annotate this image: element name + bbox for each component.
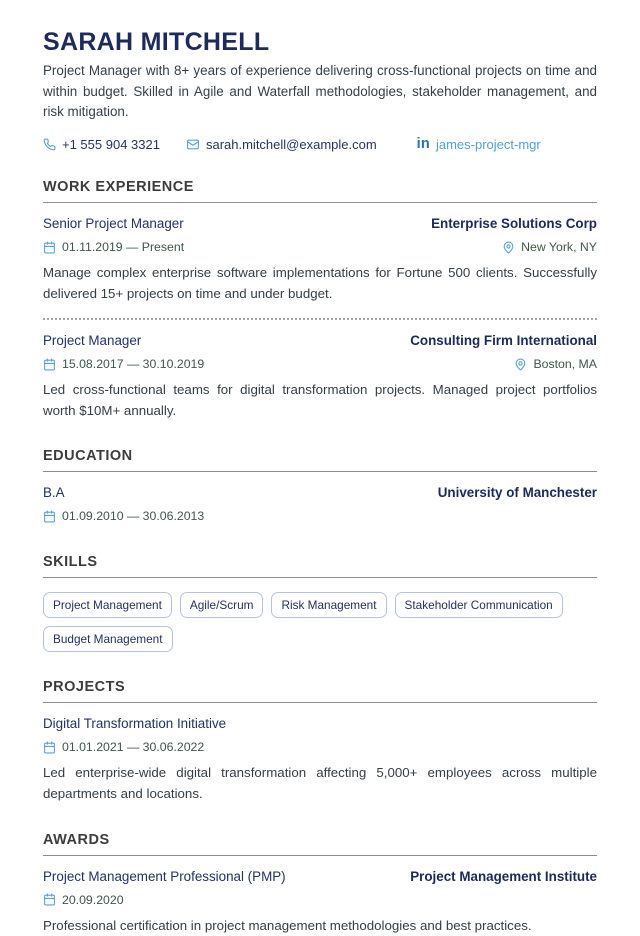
education-dates: 01.09.2010 — 30.06.2013 — [62, 509, 205, 524]
calendar-icon — [43, 510, 56, 523]
job-dates: 15.08.2017 — 30.10.2019 — [62, 357, 205, 372]
section-education — [43, 448, 597, 523]
education-entry — [43, 485, 597, 523]
phone-icon — [43, 138, 56, 151]
project-entry — [43, 716, 597, 804]
job-company: Consulting Firm International — [410, 333, 597, 349]
calendar-icon — [43, 893, 56, 906]
award-name: Project Management Professional (PMP) — [43, 868, 286, 884]
skills-list — [43, 592, 597, 652]
envelope-icon — [186, 138, 200, 151]
candidate-summary: Project Manager with 8+ years of experience delivering cross-functional projects on time and within budget. Skilled in Agile and Waterfall methodologies, stakeholder management, and risk mitigation. — [43, 62, 597, 120]
contact-row — [43, 136, 597, 152]
contact-phone[interactable] — [43, 137, 160, 152]
job-location: Boston, MA — [533, 357, 597, 372]
calendar-icon — [43, 358, 56, 371]
project-name: Digital Transformation Initiative — [43, 716, 227, 732]
award-dates: 20.09.2020 — [62, 892, 124, 907]
job-location: New York, NY — [521, 240, 597, 255]
calendar-icon — [43, 741, 56, 754]
skill-pill: Budget Management — [43, 626, 173, 652]
award-description: Professional certification in project management methodologies and best practices. — [43, 917, 532, 933]
section-work-experience — [43, 179, 597, 421]
job-role: Project Manager — [43, 333, 142, 349]
job-role: Senior Project Manager — [43, 216, 184, 232]
skill-pill: Project Management — [43, 592, 172, 618]
award-entry — [43, 869, 597, 936]
phone-number: +1 555 904 3321 — [62, 136, 160, 152]
job-dates: 01.11.2019 — Present — [62, 240, 185, 255]
section-awards — [43, 832, 597, 936]
section-title: EDUCATION — [43, 448, 597, 472]
section-projects — [43, 679, 597, 804]
contact-email[interactable] — [186, 137, 377, 152]
linkedin-handle: james-project-mgr — [435, 136, 541, 152]
calendar-icon — [43, 241, 56, 254]
job-company: Enterprise Solutions Corp — [431, 216, 597, 232]
work-entry — [43, 333, 597, 421]
candidate-name: SARAH MITCHELL — [43, 28, 270, 56]
entry-divider — [43, 318, 597, 320]
email-address: sarah.mitchell@example.com — [205, 136, 377, 152]
skill-pill: Stakeholder Communication — [395, 592, 563, 618]
skill-pill: Agile/Scrum — [180, 592, 264, 618]
project-description: Led enterprise-wide digital transformation affecting 5,000+ employees across multiple departments and locations. — [43, 765, 597, 802]
work-entry — [43, 216, 597, 320]
award-issuer: Project Management Institute — [410, 868, 597, 884]
contact-linkedin[interactable] — [417, 136, 541, 152]
school: University of Manchester — [437, 485, 597, 501]
skill-pill: Risk Management — [271, 592, 386, 618]
section-skills — [43, 554, 597, 652]
location-pin-icon — [502, 241, 515, 254]
linkedin-icon: in — [416, 136, 430, 153]
degree: B.A — [43, 485, 65, 501]
section-title: SKILLS — [43, 554, 597, 578]
section-title: AWARDS — [43, 832, 597, 856]
section-title: WORK EXPERIENCE — [43, 179, 597, 203]
job-description: Manage complex enterprise software implementations for Fortune 500 clients. Successfully delivered 15+ projects on time and under budget. — [43, 265, 597, 301]
location-pin-icon — [514, 358, 527, 371]
project-dates: 01.01.2021 — 30.06.2022 — [62, 740, 205, 755]
section-title: PROJECTS — [43, 679, 597, 703]
job-description: Led cross-functional teams for digital transformation projects. Managed project portfolios worth $10M+ annually. — [43, 382, 597, 418]
